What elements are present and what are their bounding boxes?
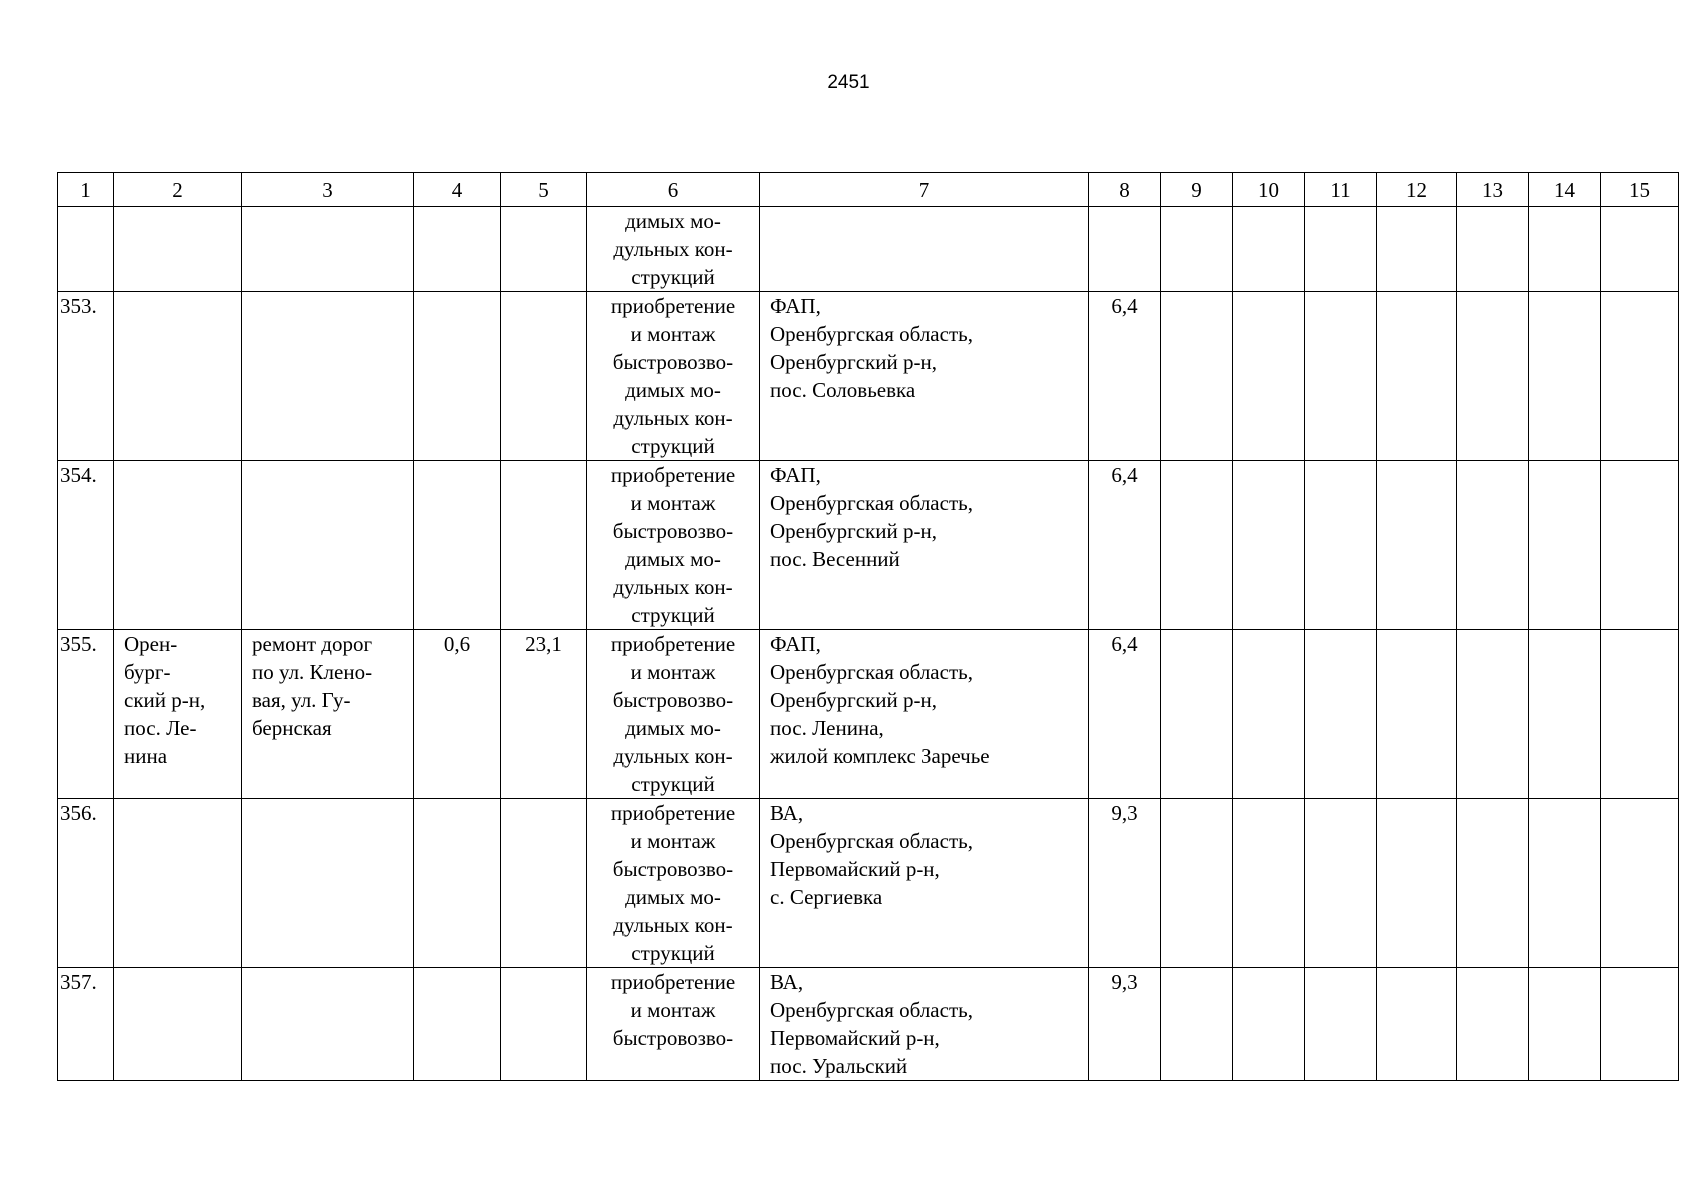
column-header: 2 bbox=[114, 173, 242, 207]
measure-cell: приобретение и монтаж быстровозво- димых мо- дульных кон- струкций bbox=[587, 292, 760, 461]
empty-cell bbox=[1529, 799, 1601, 968]
empty-cell bbox=[1457, 968, 1529, 1081]
empty-cell bbox=[1161, 292, 1233, 461]
object-cell: ФАП, Оренбургская область, Оренбургский р-н, пос. Ленина, жилой комплекс Заречье bbox=[760, 630, 1089, 799]
value-cell: 6,4 bbox=[1089, 630, 1161, 799]
road-work-cell bbox=[242, 461, 414, 630]
cost-cell bbox=[501, 292, 587, 461]
column-header: 10 bbox=[1233, 173, 1305, 207]
column-header: 8 bbox=[1089, 173, 1161, 207]
empty-cell bbox=[1529, 968, 1601, 1081]
measure-cell: приобретение и монтаж быстровозво- димых мо- дульных кон- струкций bbox=[587, 461, 760, 630]
road-work-cell bbox=[242, 968, 414, 1081]
district-cell bbox=[114, 292, 242, 461]
district-cell bbox=[114, 207, 242, 292]
length-cell: 0,6 bbox=[414, 630, 501, 799]
length-cell bbox=[414, 292, 501, 461]
empty-cell bbox=[1529, 461, 1601, 630]
empty-cell bbox=[1377, 207, 1457, 292]
measure-cell: приобретение и монтаж быстровозво- bbox=[587, 968, 760, 1081]
empty-cell bbox=[1601, 461, 1679, 630]
object-cell: ВА, Оренбургская область, Первомайский р-н, пос. Уральский bbox=[760, 968, 1089, 1081]
empty-cell bbox=[1377, 799, 1457, 968]
header-row bbox=[58, 173, 1679, 207]
measure-cell: приобретение и монтаж быстровозво- димых мо- дульных кон- струкций bbox=[587, 799, 760, 968]
empty-cell bbox=[1161, 968, 1233, 1081]
empty-cell bbox=[1457, 461, 1529, 630]
district-cell: Орен- бург- ский р-н, пос. Ле- нина bbox=[114, 630, 242, 799]
empty-cell bbox=[1601, 968, 1679, 1081]
empty-cell bbox=[1161, 799, 1233, 968]
empty-cell bbox=[1305, 292, 1377, 461]
value-cell: 6,4 bbox=[1089, 292, 1161, 461]
length-cell bbox=[414, 799, 501, 968]
column-header: 1 bbox=[58, 173, 114, 207]
empty-cell bbox=[1377, 630, 1457, 799]
empty-cell bbox=[1161, 630, 1233, 799]
empty-cell bbox=[1601, 292, 1679, 461]
empty-cell bbox=[1305, 630, 1377, 799]
empty-cell bbox=[1601, 207, 1679, 292]
length-cell bbox=[414, 968, 501, 1081]
value-cell: 9,3 bbox=[1089, 968, 1161, 1081]
value-cell: 9,3 bbox=[1089, 799, 1161, 968]
column-header: 5 bbox=[501, 173, 587, 207]
road-work-cell bbox=[242, 799, 414, 968]
district-cell bbox=[114, 968, 242, 1081]
empty-cell bbox=[1457, 799, 1529, 968]
empty-cell bbox=[1457, 292, 1529, 461]
empty-cell bbox=[1233, 461, 1305, 630]
empty-cell bbox=[1233, 292, 1305, 461]
column-header: 12 bbox=[1377, 173, 1457, 207]
column-header: 11 bbox=[1305, 173, 1377, 207]
column-header: 7 bbox=[760, 173, 1089, 207]
empty-cell bbox=[1457, 630, 1529, 799]
cost-cell bbox=[501, 461, 587, 630]
length-cell bbox=[414, 461, 501, 630]
table-row bbox=[58, 207, 1679, 292]
empty-cell bbox=[1233, 630, 1305, 799]
measure-cell: приобретение и монтаж быстровозво- димых мо- дульных кон- струкций bbox=[587, 630, 760, 799]
empty-cell bbox=[1377, 461, 1457, 630]
column-header: 14 bbox=[1529, 173, 1601, 207]
page-number: 2451 bbox=[827, 72, 870, 93]
empty-cell bbox=[1457, 207, 1529, 292]
cost-cell bbox=[501, 799, 587, 968]
empty-cell bbox=[1233, 968, 1305, 1081]
table-row bbox=[58, 461, 1679, 630]
empty-cell bbox=[1233, 799, 1305, 968]
table-row bbox=[58, 292, 1679, 461]
column-header: 15 bbox=[1601, 173, 1679, 207]
row-number: 355. bbox=[58, 630, 114, 799]
empty-cell bbox=[1161, 207, 1233, 292]
cost-cell bbox=[501, 968, 587, 1081]
row-number: 356. bbox=[58, 799, 114, 968]
road-work-cell bbox=[242, 207, 414, 292]
empty-cell bbox=[1305, 968, 1377, 1081]
district-cell bbox=[114, 461, 242, 630]
measure-cell: димых мо- дульных кон- струкций bbox=[587, 207, 760, 292]
empty-cell bbox=[1377, 968, 1457, 1081]
row-number: 353. bbox=[58, 292, 114, 461]
table-row bbox=[58, 630, 1679, 799]
length-cell bbox=[414, 207, 501, 292]
empty-cell bbox=[1377, 292, 1457, 461]
cost-cell: 23,1 bbox=[501, 630, 587, 799]
object-cell: ФАП, Оренбургская область, Оренбургский р-н, пос. Весенний bbox=[760, 461, 1089, 630]
cost-cell bbox=[501, 207, 587, 292]
table-row bbox=[58, 968, 1679, 1081]
object-cell bbox=[760, 207, 1089, 292]
column-header: 6 bbox=[587, 173, 760, 207]
empty-cell bbox=[1305, 799, 1377, 968]
district-cell bbox=[114, 799, 242, 968]
value-cell bbox=[1089, 207, 1161, 292]
empty-cell bbox=[1161, 461, 1233, 630]
empty-cell bbox=[1529, 207, 1601, 292]
empty-cell bbox=[1233, 207, 1305, 292]
road-work-cell: ремонт дорог по ул. Клено- вая, ул. Гу- бернская bbox=[242, 630, 414, 799]
column-header: 13 bbox=[1457, 173, 1529, 207]
road-work-cell bbox=[242, 292, 414, 461]
empty-cell bbox=[1601, 799, 1679, 968]
table-row bbox=[58, 799, 1679, 968]
data-table bbox=[57, 172, 1679, 1081]
empty-cell bbox=[1601, 630, 1679, 799]
row-number: 357. bbox=[58, 968, 114, 1081]
empty-cell bbox=[1529, 630, 1601, 799]
object-cell: ВА, Оренбургская область, Первомайский р-н, с. Сергиевка bbox=[760, 799, 1089, 968]
empty-cell bbox=[1305, 207, 1377, 292]
row-number: 354. bbox=[58, 461, 114, 630]
object-cell: ФАП, Оренбургская область, Оренбургский р-н, пос. Соловьевка bbox=[760, 292, 1089, 461]
value-cell: 6,4 bbox=[1089, 461, 1161, 630]
row-number bbox=[58, 207, 114, 292]
empty-cell bbox=[1529, 292, 1601, 461]
empty-cell bbox=[1305, 461, 1377, 630]
column-header: 4 bbox=[414, 173, 501, 207]
column-header: 9 bbox=[1161, 173, 1233, 207]
column-header: 3 bbox=[242, 173, 414, 207]
